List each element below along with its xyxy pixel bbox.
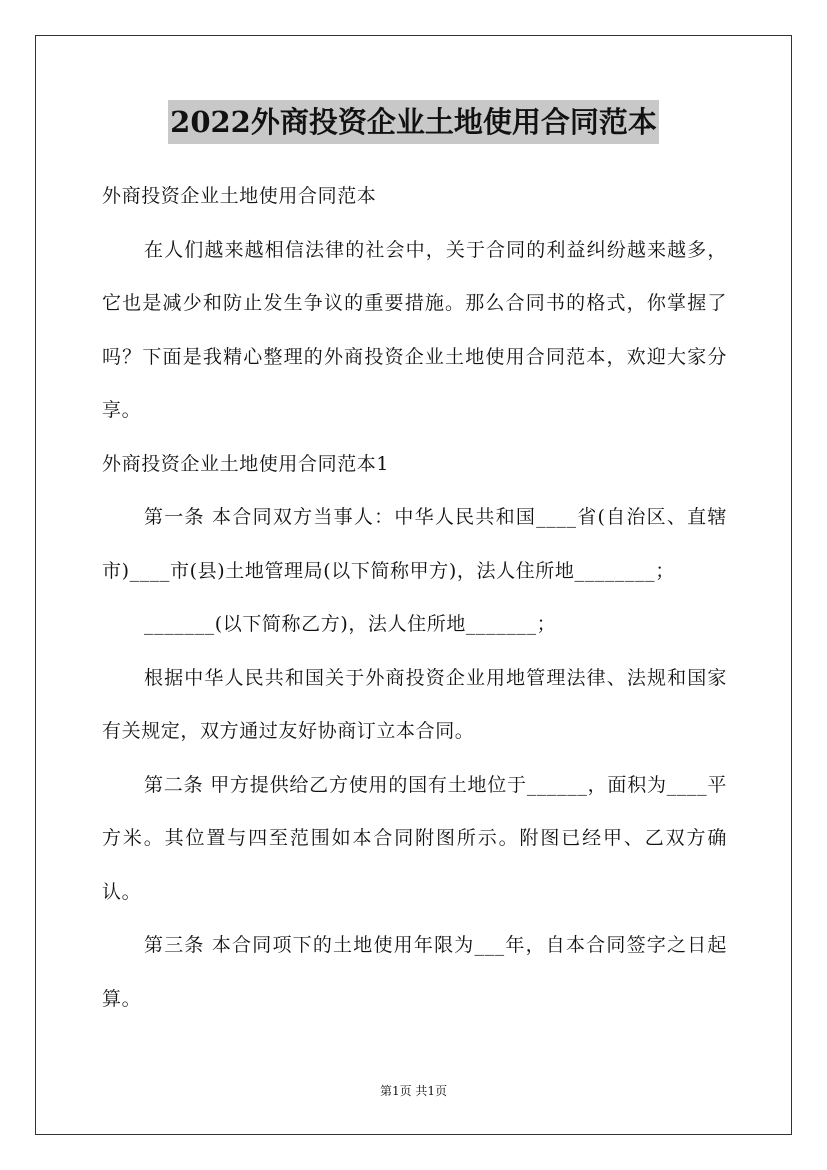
- basis-paragraph: 根据中华人民共和国关于外商投资企业用地管理法律、法规和国家有关规定，双方通过友好协商订立本合同。: [102, 666, 727, 742]
- section-heading: 外商投资企业土地使用合同范本1: [102, 452, 390, 475]
- article-3-paragraph: 第三条 本合同项下的土地使用年限为___年，自本合同签字之日起算。: [102, 934, 727, 1010]
- article-1-paragraph: 第一条 本合同双方当事人：中华人民共和国____省(自治区、直辖市)____市(县)土地管理局(以下简称甲方)，法人住所地________；: [102, 506, 727, 582]
- page-footer: 第1页 共1页: [379, 1084, 448, 1098]
- subtitle-paragraph: 外商投资企业土地使用合同范本: [102, 185, 377, 207]
- document-body: [102, 170, 727, 1026]
- party-b-paragraph: _______(以下简称乙方)，法人住所地_______；: [144, 613, 557, 635]
- title-container: [0, 100, 827, 144]
- intro-paragraph: 在人们越来越相信法律的社会中，关于合同的利益纠纷越来越多，它也是减少和防止发生争议的重要措施。那么合同书的格式，你掌握了吗？下面是我精心整理的外商投资企业土地使用合同范本，欢迎大家分享。: [102, 238, 727, 421]
- document-title: 2022外商投资企业土地使用合同范本: [168, 100, 659, 144]
- article-2-paragraph: 第二条 甲方提供给乙方使用的国有土地位于______，面积为____平方米。其位置与四至范围如本合同附图所示。附图已经甲、乙双方确认。: [102, 773, 727, 903]
